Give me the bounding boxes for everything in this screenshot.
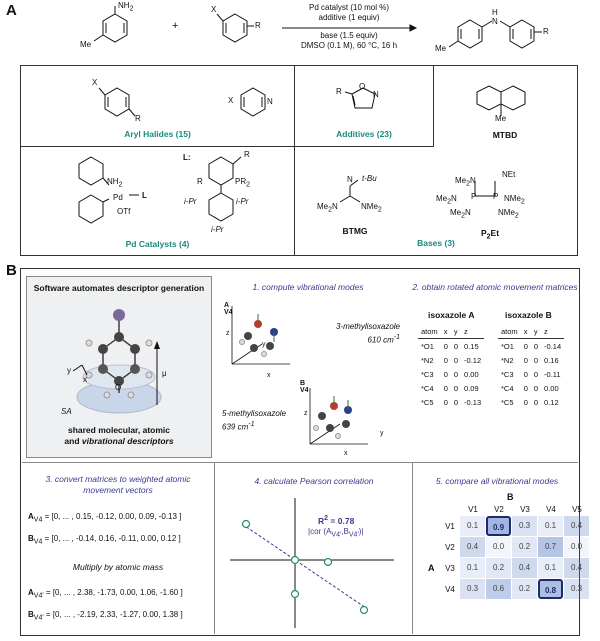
cell: 0.00	[464, 369, 479, 379]
plot1-z-label: z	[226, 330, 230, 337]
heatmap-cell: 0.1	[460, 558, 485, 578]
cell: -0.12	[464, 355, 482, 365]
plot2-x-label: x	[344, 450, 348, 457]
pd-catalysts-box	[20, 146, 295, 256]
table-row	[498, 381, 564, 395]
cell: *C5	[501, 397, 514, 407]
vector-a: $A_{V4} = [0$, ... , 0.15, -0.12, 0.00, 0.09, -0.13 ]	[28, 512, 182, 524]
axis-x-label: x	[83, 375, 87, 384]
header-cell: y	[451, 324, 461, 339]
product-nh-label: H N	[492, 8, 498, 26]
cell: 0	[453, 383, 459, 393]
table-a	[418, 324, 484, 409]
heatmap-cell: 0.2	[486, 558, 511, 578]
mol2-label: 5-methylisoxazole 639 $cm^{-1}$	[222, 409, 287, 432]
table-row	[418, 381, 484, 395]
plot1-y-label: y	[262, 341, 266, 348]
pd-label: Pd	[113, 193, 123, 202]
heatmap-cell: 0.4	[564, 558, 589, 578]
table-row	[418, 395, 484, 409]
heatmap-cell: 0.3	[512, 516, 537, 536]
ligand-ipr-right: i-Pr	[236, 197, 249, 206]
cell: 0.00	[544, 383, 559, 393]
pearson-correlation-plot	[216, 490, 412, 634]
amine-label: $NH_2$	[118, 1, 134, 13]
heatmap-a-axis: A	[428, 563, 435, 573]
heatmap-cell: 0.6	[486, 579, 511, 599]
ligand-ipr-left: i-Pr	[184, 197, 197, 206]
heatmap-cell: 0.3	[564, 579, 589, 599]
cell: 0	[523, 369, 528, 379]
plot2-y-label: y	[380, 430, 384, 437]
p2et-et-label: NEt	[502, 170, 516, 179]
heatmap-cell: 0.1	[538, 558, 563, 578]
table-b	[498, 324, 564, 409]
step2-title: 2. obtain rotated atomic movement matrices	[412, 282, 578, 292]
p2et-me2n-bottom: $Me_2N$	[450, 208, 471, 220]
heatmap-row-label: V2	[445, 543, 455, 552]
heatmap-col-label: V5	[572, 505, 582, 514]
isoxazole-o-label: O	[359, 82, 366, 91]
table-row	[418, 367, 484, 381]
heatmap-b-axis: B	[507, 492, 514, 502]
aryl-halides-box	[20, 65, 295, 147]
mode-b-label: B V4	[300, 380, 309, 394]
cell: 0	[443, 341, 448, 351]
table-a-title: isoxazole A	[428, 310, 475, 320]
cell: 0	[523, 341, 528, 351]
ligand-l-label: L:	[183, 153, 191, 162]
header-cell: atom	[418, 324, 441, 339]
col-divider-1	[214, 462, 215, 634]
ligand-ipr-bottom: i-Pr	[211, 225, 224, 234]
pd-catalysts-title: Pd Catalysts (4)	[125, 239, 190, 249]
header-cell: x	[441, 324, 451, 339]
heatmap-row-label: V3	[445, 564, 455, 573]
dipole-mu-label: μ	[162, 369, 167, 378]
btmg-tbu-label: t-Bu	[362, 174, 377, 183]
panel-a-letter: A	[6, 2, 17, 19]
product-r-label: R	[543, 27, 549, 36]
cell: -0.14	[544, 341, 562, 351]
additives-title: Additives (23)	[336, 129, 392, 139]
cell: 0	[453, 369, 459, 379]
cell: 0	[523, 397, 528, 407]
col-divider-2	[412, 462, 413, 634]
heatmap-row-label: V4	[445, 585, 455, 594]
additives-box	[294, 65, 434, 147]
table-row	[418, 353, 484, 367]
halide-r-label: R	[255, 21, 261, 30]
heatmap-cell: 0.0	[564, 537, 589, 557]
cell: 0	[533, 369, 539, 379]
software-box	[26, 276, 212, 458]
row-divider	[214, 462, 578, 463]
r-squared-label: $R^2 = 0.78$	[318, 515, 355, 526]
conditions-bottom: base (1.5 equiv) DMSO (0.1 M), 60 °C, 16 h	[300, 31, 398, 50]
mode-a-label: A V4	[224, 302, 233, 316]
cell: 0	[443, 369, 448, 379]
cell: 0.12	[544, 397, 559, 407]
cell: 0	[523, 383, 528, 393]
cell: 0	[533, 355, 539, 365]
ligand-r-top: R	[244, 150, 250, 159]
cell: 0	[533, 383, 539, 393]
heatmap-cell: 0.9	[486, 516, 511, 536]
multiply-caption: Multiply by atomic mass	[72, 562, 164, 572]
methyl-label: Me	[80, 40, 92, 49]
heatmap-cell: 0.8	[538, 579, 563, 599]
vector-a-weighted: $A_{V4'} = [0$, ... , 2.38, -1.73, 0.00, 1.06, -1.60 ]	[28, 588, 183, 600]
axis-y-label: y	[67, 366, 71, 375]
heatmap-cell: 0.1	[460, 516, 485, 536]
cell: 0	[453, 397, 459, 407]
mtbd-box	[433, 65, 578, 147]
cell: 0	[523, 355, 528, 365]
bases-box	[294, 146, 578, 256]
heatmap-grid	[440, 504, 600, 634]
table-a-header	[418, 324, 484, 339]
software-caption: shared molecular, atomic and vibrational descriptors	[64, 425, 174, 446]
heatmap-cell: 0.2	[512, 537, 537, 557]
plot2-z-label: z	[304, 410, 308, 417]
header-cell: z	[541, 324, 564, 339]
table-row	[498, 395, 564, 409]
isoxazole-r-label: R	[336, 87, 342, 96]
header-cell: z	[461, 324, 484, 339]
p2et-nme2-right: NMe$_2$	[504, 194, 525, 206]
cell: *C3	[501, 369, 514, 379]
vector-b: $B_{V4} = [0$, ... , -0.14, 0.16, -0.11, 0.00, 0.12 ]	[28, 534, 181, 546]
vector-b-weighted: $B_{V4'} = [0$, ... , -2.19, 2.33, -1.27, 0.00, 1.38 ]	[28, 610, 183, 622]
plot1-x-label: x	[267, 372, 271, 379]
mtbd-title: MTBD	[492, 130, 518, 140]
btmg-n-label: N	[347, 175, 353, 184]
box-r-label: R	[135, 114, 141, 123]
cell: *N2	[501, 355, 514, 365]
cell: 0	[533, 341, 539, 351]
table-row	[498, 353, 564, 367]
heatmap-cell: 0.4	[564, 516, 589, 536]
heatmap-col-label: V2	[494, 505, 504, 514]
ligand-pr2-label: $PR_2$	[235, 177, 251, 189]
plus-sign: +	[172, 20, 179, 32]
heatmap-col-label: V1	[468, 505, 478, 514]
p2et-me2n-left: $Me_2N$	[436, 194, 457, 206]
bases-title: Bases (3)	[417, 238, 455, 248]
panel-b-letter: B	[6, 262, 17, 279]
header-cell: atom	[498, 324, 521, 339]
surface-area-label: SA	[61, 407, 72, 416]
cell: *N2	[421, 355, 434, 365]
heatmap-row-label: V1	[445, 522, 455, 531]
halide-x-label: X	[211, 5, 217, 14]
ligand-r-left: R	[197, 177, 203, 186]
step3-title: 3. convert matrices to weighted atomic movement vectors	[45, 474, 191, 495]
conditions-top: Pd catalyst (10 mol %) additive (1 equiv)	[308, 3, 390, 22]
pd-l-label: L	[142, 191, 147, 200]
cell: *O1	[501, 341, 514, 351]
cell: 0.09	[464, 383, 479, 393]
step5-title: 5. compare all vibrational modes	[435, 476, 559, 486]
box-x-label: X	[92, 78, 98, 87]
heatmap-col-label: V4	[546, 505, 556, 514]
p2et-p2-label: P	[493, 192, 499, 201]
heatmap-cell: 0.3	[460, 579, 485, 599]
product-methyl-label: Me	[435, 44, 447, 53]
cell: -0.13	[464, 397, 482, 407]
heatmap-col-label: V3	[520, 505, 530, 514]
p2et-me2n-top: $Me_2N$	[455, 176, 476, 188]
software-title: Software automates descriptor generation	[33, 283, 205, 293]
cell: 0.15	[464, 341, 479, 351]
btmg-nme2-label: NMe$_2$	[361, 202, 382, 214]
cell: *C5	[421, 397, 434, 407]
heatmap-cell: 0.0	[486, 537, 511, 557]
cell: -0.11	[544, 369, 561, 379]
table-b-header	[498, 324, 564, 339]
cell: *O1	[421, 341, 434, 351]
btmg-title: BTMG	[342, 226, 368, 236]
header-cell: y	[531, 324, 541, 339]
step1-title: 1. compute vibrational modes	[252, 282, 364, 292]
mol1-label: 3-methylisoxazole 610 $cm^{-1}$	[335, 322, 400, 345]
step4-title: 4. calculate Pearson correlation	[254, 476, 374, 486]
cell: 0	[533, 397, 539, 407]
cor-label: |cor $(A_{V4'},B_{V4'})|$	[308, 527, 364, 539]
cell: 0	[443, 397, 448, 407]
cell: 0	[443, 355, 448, 365]
cell: 0	[443, 383, 448, 393]
cell: *C4	[421, 383, 434, 393]
p2et-nme2-bottom: NMe$_2$	[498, 208, 519, 220]
atom-o-label: O	[115, 383, 122, 392]
btmg-me2n-label: $Me_2N$	[317, 202, 338, 214]
p2et-title: $P_2Et$	[480, 228, 500, 241]
heatmap-cell: 0.2	[512, 579, 537, 599]
aryl-halides-title: Aryl Halides (15)	[124, 129, 191, 139]
cell: 0.16	[544, 355, 559, 365]
pd-nh2-label: $NH_2$	[107, 177, 123, 189]
cell: *C4	[501, 383, 514, 393]
cell: *C3	[421, 369, 434, 379]
heatmap-cell: 0.4	[460, 537, 485, 557]
table-row	[498, 339, 564, 354]
table-row	[418, 339, 484, 354]
row-divider-left	[22, 462, 214, 463]
heatmap-cell: 0.1	[538, 516, 563, 536]
mtbd-me-label: Me	[495, 114, 507, 123]
table-row	[498, 367, 564, 381]
pyridine-x-label: X	[228, 96, 234, 105]
table-b-title: isoxazole B	[505, 310, 552, 320]
isoxazole-n-label: N	[373, 90, 379, 99]
heatmap-cell: 0.7	[538, 537, 563, 557]
heatmap-cell: 0.4	[512, 558, 537, 578]
pd-otf-label: OTf	[117, 207, 131, 216]
header-cell: x	[521, 324, 531, 339]
p2et-p1-label: P	[471, 192, 477, 201]
pyridine-n-label: N	[267, 97, 273, 106]
cell: 0	[453, 355, 459, 365]
cell: 0	[453, 341, 459, 351]
